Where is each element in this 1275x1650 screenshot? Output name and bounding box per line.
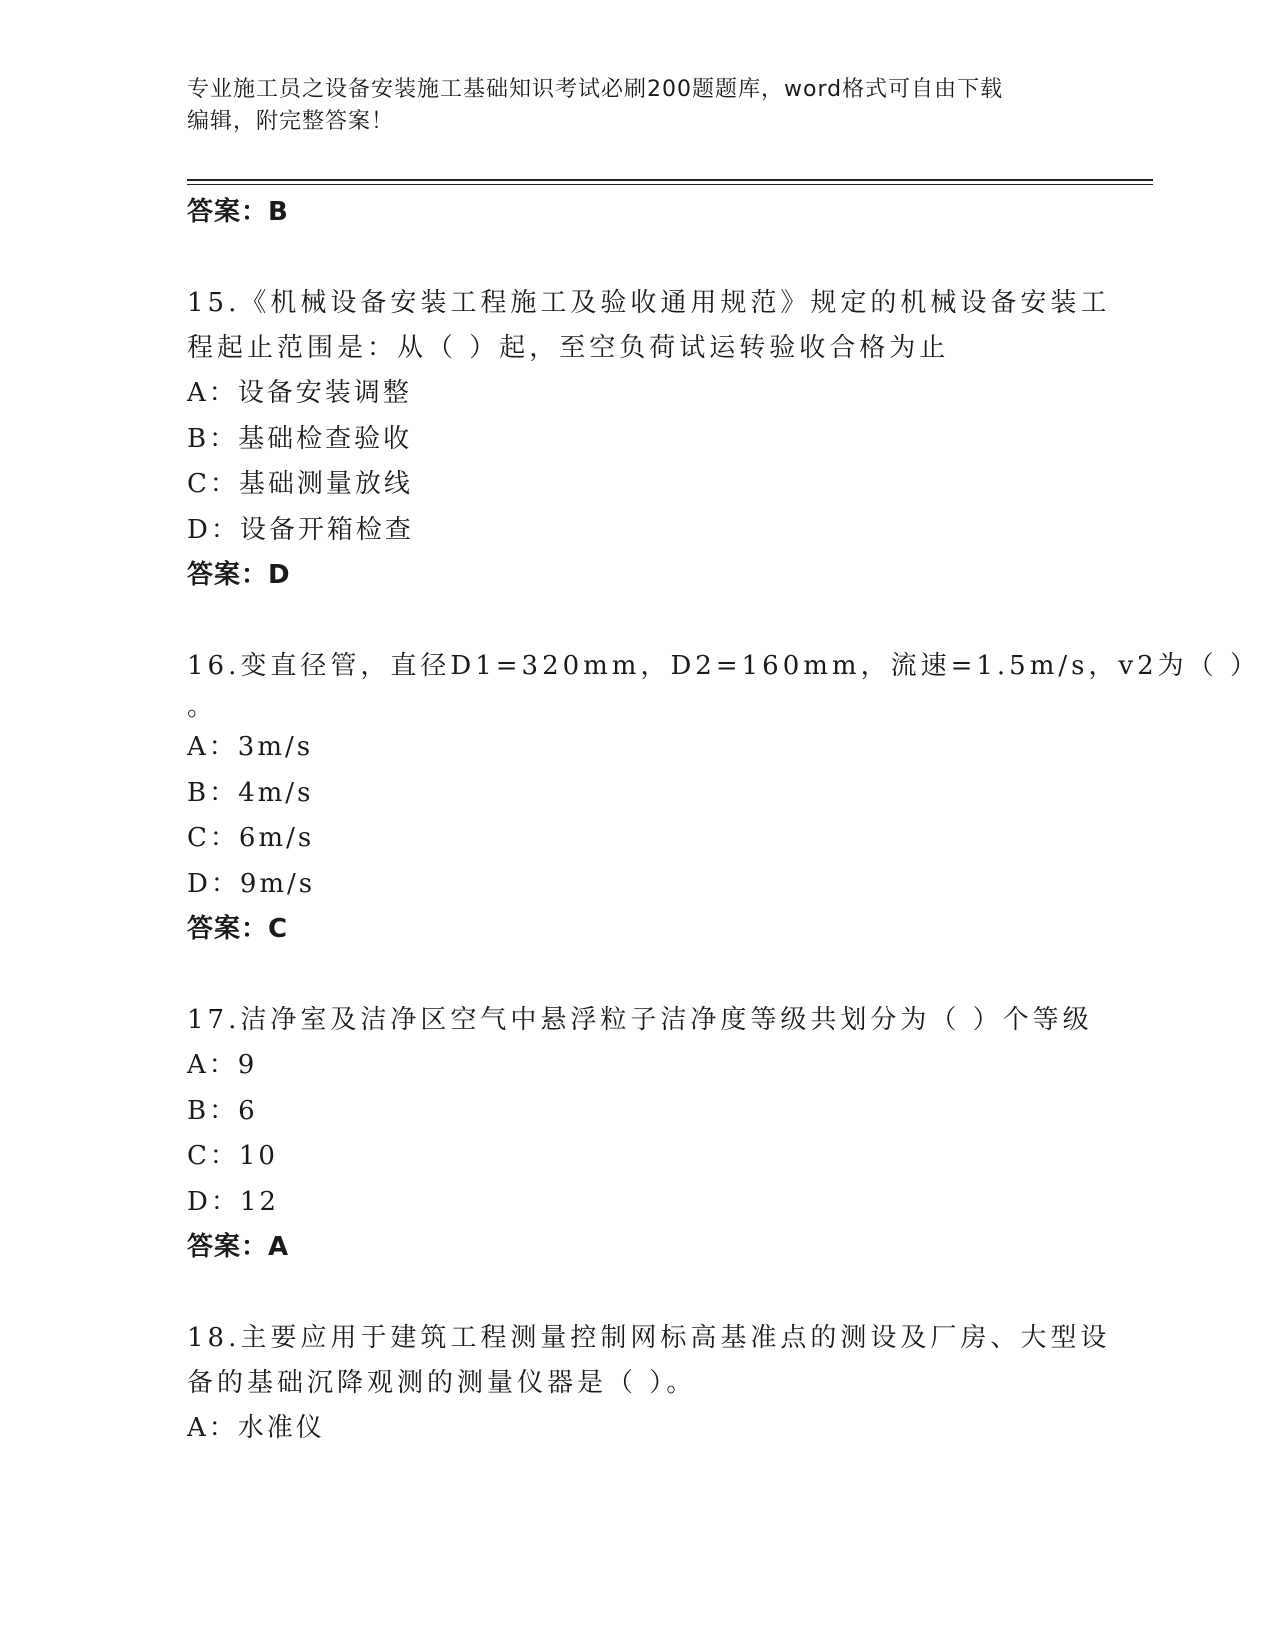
question-15-option-c: C：基础测量放线 bbox=[187, 469, 413, 499]
header-title-line1: 专业施工员之设备安装施工基础知识考试必刷200题题库，word格式可自由下载 bbox=[187, 77, 1004, 102]
question-16-option-d: D：9m/s bbox=[187, 868, 316, 899]
question-16-stem-line2: 。 bbox=[187, 692, 218, 722]
question-18-stem-line2: 备的基础沉降观测的测量仪器是（ ）。 bbox=[187, 1368, 697, 1398]
question-17-stem-line1: 17.洁净室及洁净区空气中悬浮粒子洁净度等级共划分为（ ）个等级 bbox=[187, 1005, 1093, 1035]
question-17 bbox=[187, 998, 1093, 1225]
question-17-option-d: D：12 bbox=[187, 1186, 279, 1217]
question-16-option-c: C：6m/s bbox=[187, 823, 315, 853]
answer-q16: 答案：C bbox=[187, 914, 289, 944]
question-17-option-b: B：6 bbox=[187, 1095, 258, 1126]
answer-q14: 答案：B bbox=[187, 197, 289, 227]
question-list bbox=[187, 190, 1260, 1452]
question-16-stem-line1: 16.变直径管，直径D1=320mm，D2=160mm，流速=1.5m/s，v2为（ ） bbox=[187, 651, 1260, 681]
header-title-line2: 编辑，附完整答案！ bbox=[187, 109, 395, 134]
question-18 bbox=[187, 1316, 1111, 1452]
header-divider-thick bbox=[187, 179, 1153, 181]
question-17-option-a: A：9 bbox=[187, 1050, 258, 1080]
question-15-option-b: B：基础检查验收 bbox=[187, 423, 413, 454]
page-header bbox=[187, 74, 1067, 138]
question-15-option-a: A：设备安装调整 bbox=[187, 378, 412, 408]
question-16 bbox=[187, 644, 1260, 907]
question-17-option-c: C：10 bbox=[187, 1141, 278, 1171]
question-15 bbox=[187, 281, 1111, 553]
question-15-stem-line1: 15.《机械设备安装工程施工及验收通用规范》规定的机械设备安装工 bbox=[187, 288, 1111, 318]
question-16-option-b: B：4m/s bbox=[187, 777, 314, 808]
answer-q17: 答案：A bbox=[187, 1232, 290, 1262]
header-divider-thin bbox=[187, 184, 1153, 185]
question-15-stem-line2: 程起止范围是：从（ ）起，至空负荷试运转验收合格为止 bbox=[187, 333, 950, 363]
question-18-option-a: A：水准仪 bbox=[187, 1413, 325, 1443]
question-16-option-a: A：3m/s bbox=[187, 732, 314, 762]
question-18-stem-line1: 18.主要应用于建筑工程测量控制网标高基准点的测设及厂房、大型设 bbox=[187, 1323, 1111, 1353]
question-15-option-d: D：设备开箱检查 bbox=[187, 514, 414, 545]
answer-q15: 答案：D bbox=[187, 560, 291, 590]
